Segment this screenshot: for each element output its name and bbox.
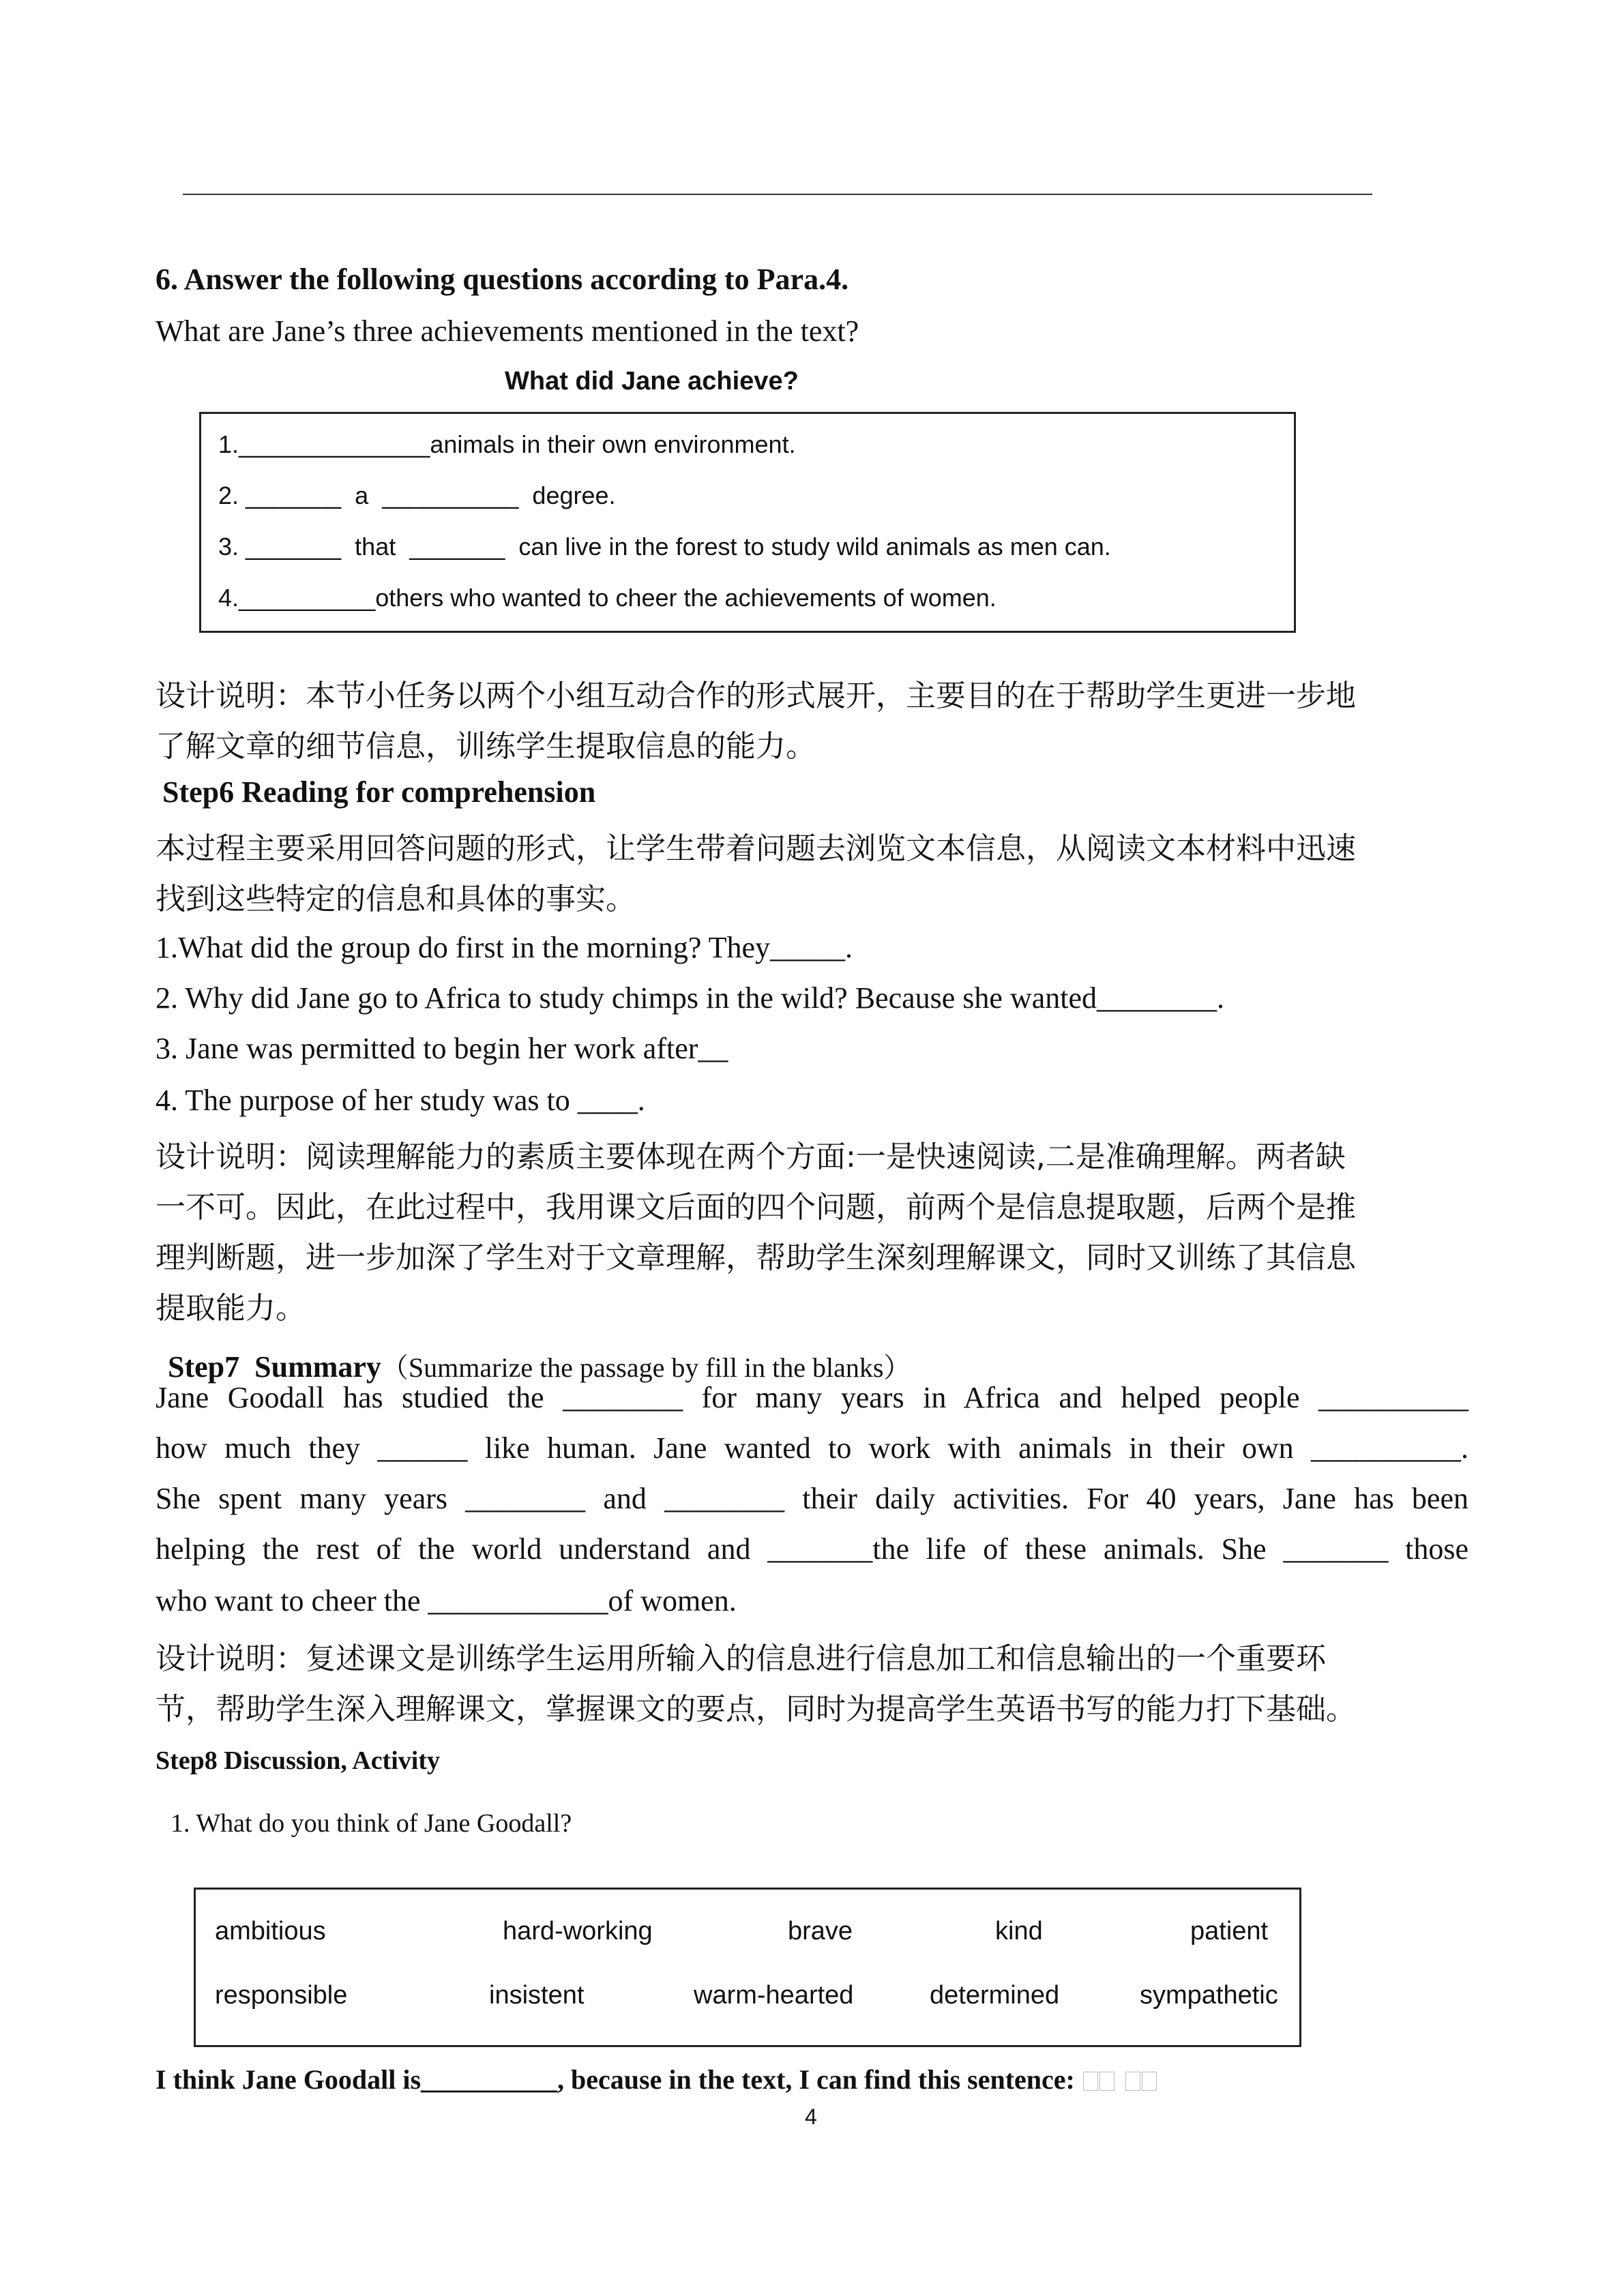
- adjective-brave: brave: [788, 1917, 853, 1945]
- achievement-line-3: 3. _______ that _______ can live in the forest to study wild animals as men can.: [218, 533, 1111, 561]
- page-number: 4: [805, 2104, 817, 2129]
- step6-question-1: 1.What did the group do first in the morning? They_____.: [156, 931, 853, 964]
- achievement-box-title: What did Jane achieve?: [505, 367, 799, 396]
- step8-heading: Step8 Discussion, Activity: [156, 1746, 440, 1775]
- step6-question-3: 3. Jane was permitted to begin her work after__: [156, 1032, 728, 1065]
- final-sentence: [156, 2063, 1157, 2096]
- step7-note-line-1: 设计说明：复述课文是训练学生运用所输入的信息进行信息加工和信息输出的一个重要环: [156, 1641, 1326, 1676]
- step6-note-line-4: 提取能力。: [156, 1291, 306, 1326]
- step7-heading-row: [162, 1334, 911, 1385]
- adjective-kind: kind: [995, 1917, 1043, 1945]
- step6-note-line-1: 设计说明：阅读理解能力的素质主要体现在两个方面:一是快速阅读,二是准确理解。两者缺: [156, 1139, 1346, 1174]
- achievement-box: [199, 412, 1296, 633]
- adjective-ambitious: ambitious: [215, 1917, 326, 1945]
- summary-line-4: helping the rest of the world understand and _______the life of these animals. She _______ those: [156, 1532, 1468, 1566]
- achievement-line-4: 4.__________others who wanted to cheer the achievements of women.: [218, 584, 996, 612]
- step6-note-line-3: 理判断题，进一步加深了学生对于文章理解，帮助学生深刻理解课文，同时又训练了其信息: [156, 1240, 1356, 1275]
- step7-subheading: （Summarize the passage by fill in the blanks）: [381, 1352, 911, 1383]
- step8-question: 1. What do you think of Jane Goodall?: [171, 1809, 572, 1838]
- step6-note-line-2: 一不可。因此，在此过程中，我用课文后面的四个问题，前两个是信息提取题，后两个是推: [156, 1190, 1356, 1225]
- design-note-1-line-1: 设计说明：本节小任务以两个小组互动合作的形式展开，主要目的在于帮助学生更进一步地: [156, 679, 1356, 713]
- adjective-hard-working: hard-working: [503, 1917, 653, 1945]
- design-note-1-line-2: 了解文章的细节信息，训练学生提取信息的能力。: [156, 729, 816, 764]
- step6-question-2: 2. Why did Jane go to Africa to study chimps in the wild? Because she wanted________.: [156, 981, 1225, 1015]
- adjective-responsible: responsible: [215, 1981, 348, 2010]
- adjective-box: [194, 1888, 1301, 2047]
- summary-line-1: Jane Goodall has studied the ________ for many years in Africa and helped people __________: [156, 1381, 1468, 1414]
- placeholder-box-icon: [1083, 2072, 1098, 2091]
- summary-line-5: who want to cheer the ____________of women.: [156, 1584, 737, 1617]
- step6-question-4: 4. The purpose of her study was to ____.: [156, 1084, 645, 1117]
- section6-question: What are Jane’s three achievements mentioned in the text?: [156, 314, 859, 348]
- summary-line-2: how much they ______ like human. Jane wanted to work with animals in their own __________.: [156, 1431, 1468, 1465]
- top-rule: [183, 194, 1372, 195]
- achievement-line-1: 1.______________animals in their own environment.: [218, 430, 796, 458]
- adjective-insistent: insistent: [489, 1981, 585, 2010]
- step7-heading: Step7 Summary: [168, 1350, 381, 1384]
- placeholder-box-icon: [1125, 2072, 1140, 2091]
- section6-heading: 6. Answer the following questions according to Para.4.: [156, 263, 849, 296]
- adjective-patient: patient: [1190, 1917, 1269, 1945]
- summary-line-3: She spent many years ________ and ________ their daily activities. For 40 years, Jane has been: [156, 1482, 1468, 1515]
- adjective-determined: determined: [930, 1981, 1060, 2010]
- step6-intro-line-1: 本过程主要采用回答问题的形式，让学生带着问题去浏览文本信息，从阅读文本材料中迅速: [156, 831, 1356, 866]
- step6-intro-line-2: 找到这些特定的信息和具体的事实。: [156, 882, 636, 916]
- step6-heading: Step6 Reading for comprehension: [162, 775, 596, 809]
- final-sentence-text: I think Jane Goodall is__________, because in the text, I can find this sentence:: [156, 2064, 1082, 2095]
- placeholder-box-icon: [1142, 2072, 1157, 2091]
- step7-note-line-2: 节，帮助学生深入理解课文，掌握课文的要点，同时为提高学生英语书写的能力打下基础。: [156, 1692, 1356, 1727]
- placeholder-box-icon: [1099, 2072, 1114, 2091]
- adjective-warm-hearted: warm-hearted: [694, 1981, 854, 2010]
- achievement-line-2: 2. _______ a __________ degree.: [218, 481, 616, 509]
- adjective-sympathetic: sympathetic: [1140, 1981, 1278, 2010]
